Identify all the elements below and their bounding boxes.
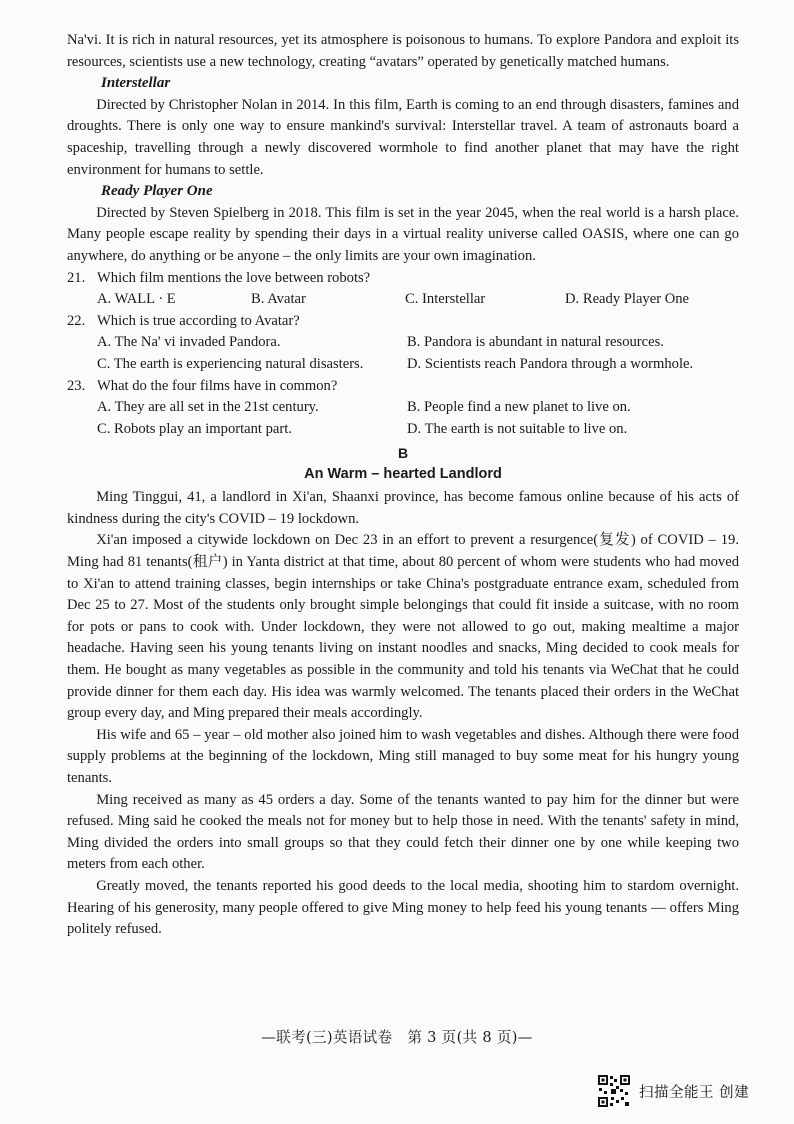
option-d: D. Scientists reach Pandora through a wormhole. [407, 355, 694, 372]
passage-paragraph: Greatly moved, the tenants reported his good deeds to the local media, shooting him to stardom overnight. Hearing of his generosity, many people offered to give Ming money to help feed his young tenants — offers Ming politely refused. [67, 877, 739, 938]
avatar-paragraph-tail: Na'vi. It is rich in natural resources, yet its atmosphere is poisonous to humans. To explore Pandora and exploit its resources, scientists use a new technology, creating “avatars” operated by genetically matched humans. [67, 32, 739, 70]
option-d: D. Ready Player One [565, 291, 690, 308]
question-number: 23. [67, 377, 86, 394]
scanner-text: 扫描全能王 创建 [639, 1084, 750, 1101]
option-b: B. People find a new planet to live on. [407, 399, 631, 416]
film-text-interstellar: Directed by Christopher Nolan in 2014. In this film, Earth is coming to an end through disasters, famines and droughts. There is only one way to ensure mankind's survival: Interstellar travel. A team of astronauts board a spaceship, travelling through a newly discovered wormhole to find another planet that may have the right environment for humans to settle. [67, 96, 739, 178]
film-title-ready-player-one: Ready Player One [101, 183, 213, 200]
option-b: B. Pandora is abundant in natural resources. [407, 334, 664, 351]
option-d: D. The earth is not suitable to live on. [407, 420, 628, 437]
option-a: A. The Na' vi invaded Pandora. [97, 334, 281, 351]
option-c: C. Interstellar [405, 291, 486, 308]
scanner-watermark [597, 1074, 749, 1108]
question-stem: What do the four films have in common? [97, 377, 338, 394]
question-number: 21. [67, 269, 86, 286]
section-letter: B [397, 445, 409, 462]
passage-paragraph: Ming Tinggui, 41, a landlord in Xi'an, Shaanxi province, has become famous online because of his acts of kindness during the city's COVID – 19 lockdown. [67, 489, 739, 527]
question-stem: Which film mentions the love between robots? [97, 269, 371, 286]
passage-paragraph: Ming received as many as 45 orders a day. Some of the tenants wanted to pay him for the dinner but were refused. Ming said he cooked the meals not for money but to help those in need. With the tenants' safety in mind, Ming divided the orders into small groups so that they could fetch their dinner one by one while keeping two meters from each other. [67, 791, 739, 873]
exam-page [67, 30, 739, 941]
passage-b-body [67, 487, 739, 940]
question-number: 22. [67, 312, 86, 329]
passage-paragraph: His wife and 65 – year – old mother also joined him to wash vegetables and dishes. Although there were food supply problems at the beginning of the lockdown, Ming still managed to buy some meat for his hungry young tenants. [67, 726, 739, 786]
question-22 [67, 311, 739, 376]
option-a: A. They are all set in the 21st century. [97, 399, 319, 416]
question-stem: Which is true according to Avatar? [97, 312, 300, 329]
qr-code-icon [597, 1074, 631, 1108]
film-title-interstellar: Interstellar [101, 75, 171, 92]
passage-title: An Warm – hearted Landlord [304, 466, 502, 483]
page-footer: —联考(三)英语试卷 第 3 页(共 8 页)— [261, 1029, 533, 1046]
passage-paragraph: Xi'an imposed a citywide lockdown on Dec 23 in an effort to prevent a resurgence(复发) of COVID – 19. Ming had 81 tenants(租户) in Yanta district at that time, about 80 percent of whom were students who had moved to Xi'an to attend training classes, begin internships or take China's postgraduate entrance exam, scheduled from Dec 25 to 27. Most of the students only brought simple belongings that could fit inside a suitcase, with no room for pots or pans to cook with. Under lockdown, they were not allowed to go out, making mealtime a major headache. Having seen his young tenants living on instant noodles and snacks, Ming decided to cook meals for them. He bought as many vegetables as possible in the community and told his tenants via WeChat that he could provide dinner for them each day. His idea was warmly welcomed. The tenants placed their orders in the WeChat group every day, and Ming prepared their meals accordingly. [67, 532, 739, 722]
question-21 [67, 268, 739, 311]
option-a: A. WALL · E [97, 291, 176, 308]
option-c: C. The earth is experiencing natural disasters. [97, 355, 364, 372]
option-c: C. Robots play an important part. [97, 420, 292, 437]
question-23 [67, 376, 739, 441]
option-b: B. Avatar [251, 291, 306, 308]
film-text-ready-player-one: Directed by Steven Spielberg in 2018. This film is set in the year 2045, when the real world is a harsh place. Many people escape reality by spending their days in a virtual reality universe called OASIS, where one can go anywhere, do anything or be anyone – the only limits are your own imagination. [67, 204, 739, 264]
